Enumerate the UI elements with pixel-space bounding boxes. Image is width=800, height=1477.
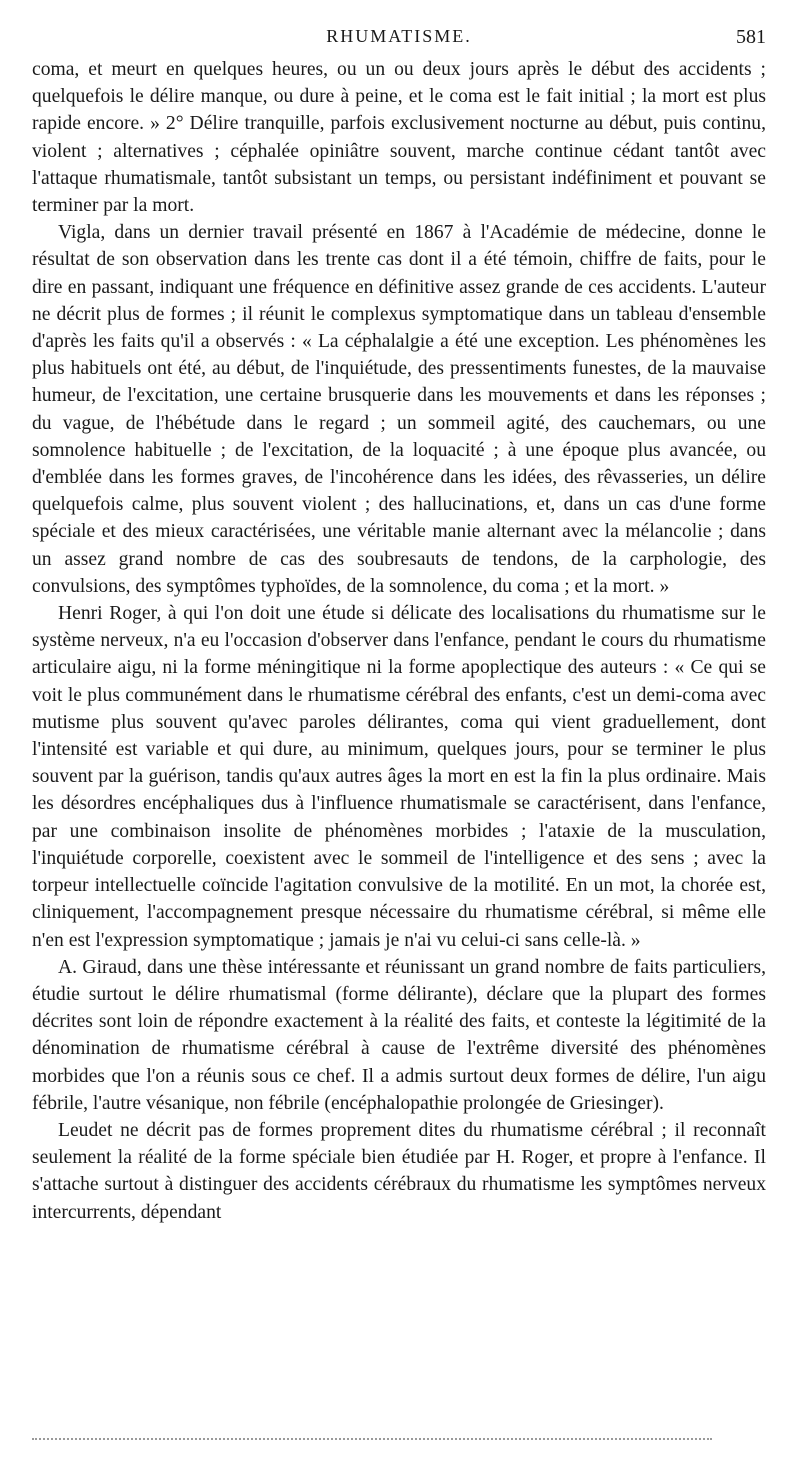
- footer-divider: [32, 1438, 712, 1440]
- document-page: [32, 22, 766, 1226]
- running-title: RHUMATISME.: [326, 26, 472, 46]
- page-number: 581: [736, 26, 766, 48]
- paragraph-henri-roger: Henri Roger, à qui l'on doit une étude si délicate des localisations du rhumatisme sur le système nerveux, n'a eu l'occasion d'observer dans l'enfance, pendant le cours du rhumatisme articulaire aigu, ni la forme méningitique ni la forme apoplectique des auteurs : « Ce qui se voit le plus communément dans le rhumatisme cérébral des enfants, c'est un demi-coma avec mutisme plus souvent qu'avec paroles délirantes, coma qui vient graduellement, dont l'intensité est variable et qui dure, au minimum, quelques jours, pour se terminer le plus souvent par la guérison, tandis qu'aux autres âges la mort en est la fin la plus ordinaire. Mais les désordres encéphaliques dus à l'influence rhumatismale se caractérisent, dans l'enfance, par une combinaison insolite de phénomènes morbides ; l'ataxie de la musculation, l'inquiétude corporelle, coexistent avec le sommeil de l'intelligence et des sens ; avec la torpeur intellectuelle coïncide l'agitation convulsive de la motilité. En un mot, la chorée est, cliniquement, l'accompagnement presque nécessaire du rhumatisme cérébral, si même elle n'en est l'expression symptomatique ; jamais je n'ai vu celui-ci sans celle-là. »: [32, 603, 766, 951]
- paragraph-leudet: Leudet ne décrit pas de formes proprement dites du rhumatisme cérébral ; il reconnaît seulement la réalité de la forme spéciale bien étudiée par H. Roger, et propre à l'enfance. Il s'attache surtout à distinguer des accidents cérébraux du rhumatisme les symptômes nerveux intercurrents, dépendant: [32, 1119, 766, 1223]
- paragraph-continuation: coma, et meurt en quelques heures, ou un ou deux jours après le début des accidents ; quelquefois le délire manque, ou dure à peine, et le coma est le fait initial ; la mort est plus rapide encore. » 2° Délire tranquille, parfois exclusivement nocturne au début, puis continu, violent ; alternatives ; céphalée opiniâtre souvent, marche continue cédant tantôt avec l'attaque rhumatismale, tantôt subsistant un temps, ou persistant indéfiniment et pouvant se terminer par la mort.: [32, 59, 766, 217]
- paragraph-giraud: A. Giraud, dans une thèse intéressante et réunissant un grand nombre de faits particuliers, étudie surtout le délire rhumatismal (forme délirante), déclare que la plupart des formes décrites sont loin de répondre exactement à la réalité des faits, et conteste la légitimité de la dénomination de rhumatisme cérébral à cause de l'extrême diversité des phénomènes morbides que l'on a réunis sous ce chef. Il a admis surtout deux formes de délire, l'un aigu fébrile, l'autre vésanique, non fébrile (encéphalopathie prolongée de Griesinger).: [32, 956, 766, 1114]
- body-text: [32, 56, 766, 1226]
- running-header: [32, 22, 766, 56]
- paragraph-vigla: Vigla, dans un dernier travail présenté en 1867 à l'Académie de médecine, donne le résultat de son observation dans les trente cas dont il a été témoin, chiffre de faits, pour le dire en passant, indiquant une fréquence en définitive assez grande de ces accidents. L'auteur ne décrit plus de formes ; il réunit le complexus symptomatique dans un tableau d'ensemble d'après les faits qu'il a observés : « La céphalalgie a été une exception. Les phénomènes les plus habituels ont été, au début, de l'inquiétude, des pressentiments funestes, de la mauvaise humeur, de l'excitation, une certaine brusquerie dans les mouvements et dans les réponses ; du vague, de l'hébétude dans le regard ; un sommeil agité, des cauchemars, ou une somnolence habituelle ; de l'excitation, de la loquacité ; à une époque plus avancée, ou d'emblée dans les formes graves, de l'incohérence dans les idées, des rêvasseries, un délire quelquefois calme, plus souvent violent ; des hallucinations, et, dans un cas d'une forme spéciale et des mieux caractérisées, une véritable manie alternant avec la mélancolie ; dans un assez grand nombre de cas des soubresauts de tendons, de la carphologie, des convulsions, des symptômes typhoïdes, de la somnolence, du coma ; et la mort. »: [32, 222, 766, 597]
